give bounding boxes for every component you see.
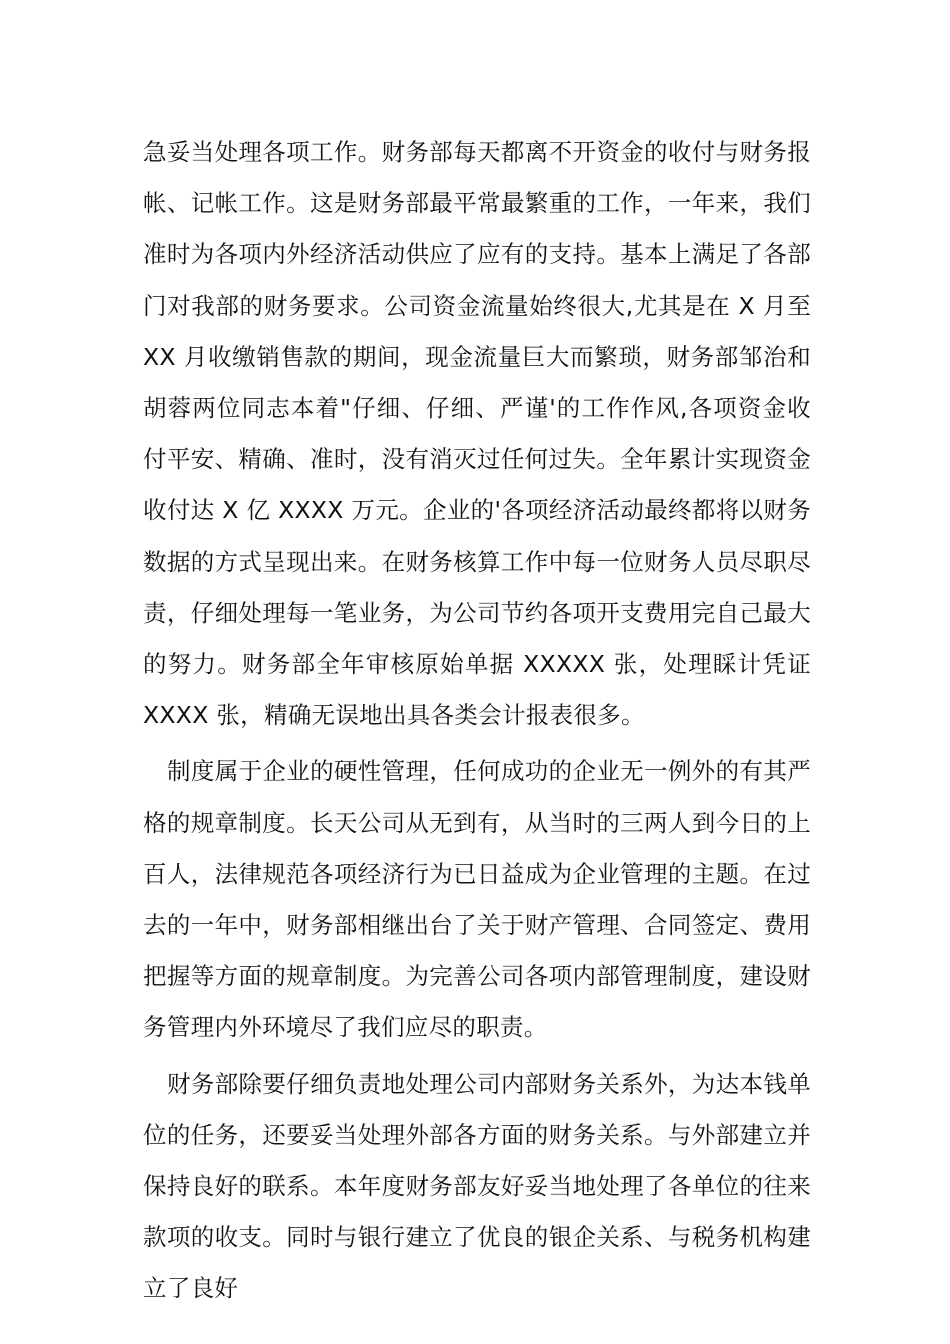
paragraph-3: 财务部除要仔细负责地处理公司内部财务关系外，为达本钱单位的任务，还要妥当处理外部各方面的财务关系。与外部建立并保持良好的联系。本年度财务部友好妥当地处理了各单位的往来款项的收支。同时与银行建立了优良的银企关系、与税务机构建立了良好 <box>143 1069 811 1303</box>
paragraph-2: 制度属于企业的硬性管理，任何成功的企业无一例外的有其严格的规章制度。长天公司从无到有，从当时的三两人到今日的上百人，法律规范各项经济行为已日益成为企业管理的主题。在过去的一年中，财务部相继出台了关于财产管理、合同签定、费用把握等方面的规章制度。为完善公司各项内部管理制度，建设财务管理内外环境尽了我们应尽的职责。 <box>143 757 811 1042</box>
document-body <box>143 127 811 1315</box>
paragraph-1: 急妥当处理各项工作。财务部每天都离不开资金的收付与财务报帐、记帐工作。这是财务部最平常最繁重的工作，一年来，我们准时为各项内外经济活动供应了应有的支持。基本上满足了各部门对我部的财务要求。公司资金流量始终很大,尤其是在 X 月至 XX 月收缴销售款的期间，现金流量巨大而繁琐，财务部邹治和胡蓉两位同志本着"仔细、仔细、严谨'的工作作风,各项资金收付平安、精确、准时，没有消灭过任何过失。全年累计实现资金收付达 X 亿 XXXX 万元。企业的'各项经济活动最终都将以财务数据的方式呈现出来。在财务核算工作中每一位财务人员尽职尽责，仔细处理每一笔业务，为公司节约各项开支费用完自己最大的努力。财务部全年审核原始单据 XXXXX 张，处理睬计凭证 XXXX 张，精确无误地出具各类会计报表很多。 <box>143 138 811 730</box>
